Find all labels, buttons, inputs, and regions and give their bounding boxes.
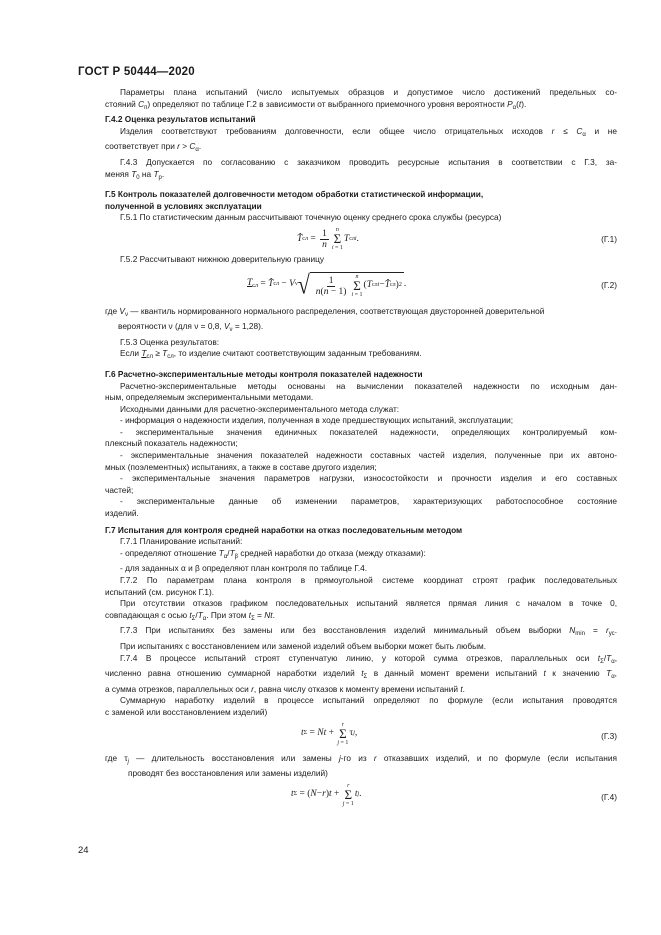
g74-line3: а сумма отрезков, параллельных оси r, равна числу отказов к моменту времени испытаний t.: [105, 683, 465, 694]
g6-bullet-4-line2: частей;: [105, 484, 134, 495]
where-tau-line2: проводят без восстановления или замены изделий): [128, 768, 328, 779]
g72-p2-line1: При отсутствии отказов графиком последовательных испытаний является прямая линия с началом в точке 0,: [120, 598, 617, 609]
equation-number-g1: (Г.1): [601, 233, 617, 244]
g72-line2: испытаний (см. рисунок Г.1).: [105, 586, 215, 597]
g6-bullet-2-line2: плексный показатель надежности;: [105, 438, 238, 449]
g71-text: Г.7.1 Планирование испытаний:: [120, 536, 243, 547]
g5-heading-2: полученной в условиях эксплуатации: [105, 200, 262, 211]
g73-line2: При испытаниях с восстановлением или заменой изделий объем выборки может быть любым.: [120, 640, 487, 651]
g53-text: Г.5.3 Оценка результатов:: [120, 336, 220, 347]
g74-line1: Г.7.4 В процессе испытаний строят ступенчатую линию, у которой сумма отрезков, параллельных оси $t_\Sigma/T_\alpha$,: [120, 652, 617, 665]
equation-g2: $T_{сл}$ = T̂ сл − V ν √ $\frac{1}{n(n - 1)}$ n Σ i = 1 ( T слi − T̂ сл ) 2 . (Г.2): [247, 269, 617, 300]
g6-p1-line1: Расчетно-экспериментальные методы основаны на вычислении показателей надежности по исходным дан-: [120, 380, 617, 391]
g6-bullet-2-line1: - экспериментальные значения единичных показателей надежности, определяющих контролируемый ком-: [120, 426, 617, 437]
equation-g4: t Σ = ( N − r ) t + r Σ j = 1 t j . (Г.4): [291, 782, 617, 808]
g7-heading: Г.7 Испытания для контроля средней наработки на отказ последовательным методом: [105, 524, 463, 535]
g6-bullet-5-line2: изделий.: [105, 508, 139, 519]
where-v-definition: где $V_\nu$ — квантиль нормированного нормального распределения, соответствующая двусторонней доверительной: [105, 305, 545, 318]
sum-line1: Суммарную наработку изделий в процессе испытаний определяют по формуле (если испытания проводятся: [120, 695, 617, 706]
g43-line1: Г.4.3 Допускается по согласованию с заказчиком проводить ресурсные испытания в соответствии с Г.3, за-: [120, 156, 617, 167]
g6-p1-line2: ным, определяемым экспериментальными методами.: [105, 392, 314, 403]
g51-text: Г.5.1 По статистическим данным рассчитывают точечную оценку среднего срока службы (ресурса): [120, 212, 502, 223]
g52-text: Г.5.2 Рассчитывают нижнюю доверительную границу: [120, 253, 325, 264]
header-standard: ГОСТ Р 50444—2020: [78, 66, 195, 78]
g6-heading: Г.6 Расчетно-экспериментальные методы контроля показателей надежности: [105, 368, 423, 379]
g6-bullet-5-line1: - экспериментальные данные об изменении параметров, характеризующих работоспособное состояние: [120, 496, 617, 507]
g5-heading-1: Г.5 Контроль показателей долговечности методом обработки статистической информации,: [105, 189, 484, 200]
params-line2: стояний $C_п$) определяют по таблице Г.2 в зависимости от выбранного приемочного уровня вероятности $P_\alpha(t)$.: [105, 98, 527, 111]
g6-bullet-3-line1: - экспериментальные значения показателей надежности составных частей изделия, полученные при их автоно-: [120, 450, 617, 461]
params-line1: Параметры плана испытаний (число испытуемых образцов и допустимое число достижений предельных со-: [120, 87, 617, 97]
page-number: 24: [78, 845, 89, 856]
g42-line1: Изделия соответствуют требованиям долговечности, если общее число отрицательных исходов $r \le C_\alpha$ и не: [120, 125, 617, 138]
g6-bullet-1: - информация о надежности изделия, полученная в ходе предшествующих испытаний, эксплуатации;: [120, 415, 514, 426]
page-content: [105, 87, 617, 814]
g53-condition: Если $T_{сл} \ge T_{сл}$, то изделие считают соответствующим заданным требованиям.: [120, 348, 422, 361]
equation-number-g3: (Г.3): [601, 730, 617, 741]
g71-bullet-2: - для заданных α и β определяют план контроля по таблице Г.4.: [120, 563, 368, 574]
g43-line2: меняя $T_0$ на $T_р$.: [105, 168, 165, 181]
equation-g1: T̂ сл = $\frac{1}{n}$ n Σ i = 1 T слi . (Г.1): [297, 226, 617, 252]
g72-p2-line2: совпадающая с осью $t_\Sigma/T_\alpha$. При этом $t_\Sigma = Nt$.: [105, 609, 275, 622]
where-tau-line1: где $\tau_j$ — длительность восстановления или замены j-го из r отказавших изделий, и по формуле (если испытания: [105, 752, 617, 765]
g42-heading: Г.4.2 Оценка результатов испытаний: [105, 114, 256, 125]
g73-line1: Г.7.3 При испытаниях без замены или без восстановления изделий минимальный объем выборки $N_{min} = r_{ус}$.: [120, 625, 617, 638]
g6-p2: Исходными данными для расчетно-экспериментального метода служат:: [120, 403, 400, 414]
g74-line2: численно равна отношению суммарной наработки изделий $t_\Sigma$ в данный момент времени испытаний t к значению $T_\alpha$,: [105, 668, 617, 681]
g72-line1: Г.7.2 По параметрам плана контроля в прямоугольной системе координат строят график последовательных: [120, 575, 617, 585]
where-v-line2: вероятности ν (для ν = 0,8, $V_\nu = 1,28$).: [118, 321, 264, 334]
g42-line2: соответствует при $r > C_\alpha$.: [105, 141, 202, 154]
g6-bullet-3-line2: мных (поэлементных) испытаниях, а также в составе другого изделия;: [105, 461, 377, 472]
equation-number-g4: (Г.4): [601, 791, 617, 802]
sum-line2: с заменой или восстановлением изделий): [105, 706, 268, 717]
equation-number-g2: (Г.2): [601, 279, 617, 290]
g6-bullet-4-line1: - экспериментальные значения параметров нагрузки, износостойкости и прочности изделия и его составных: [120, 473, 617, 484]
equation-g3: t Σ = Nt + r Σ j = 1 τ j , (Г.3): [301, 721, 617, 747]
g71-bullet-1: - определяют отношение $T_\alpha/T_\beta$ средней наработки до отказа (между отказами):: [120, 547, 426, 560]
